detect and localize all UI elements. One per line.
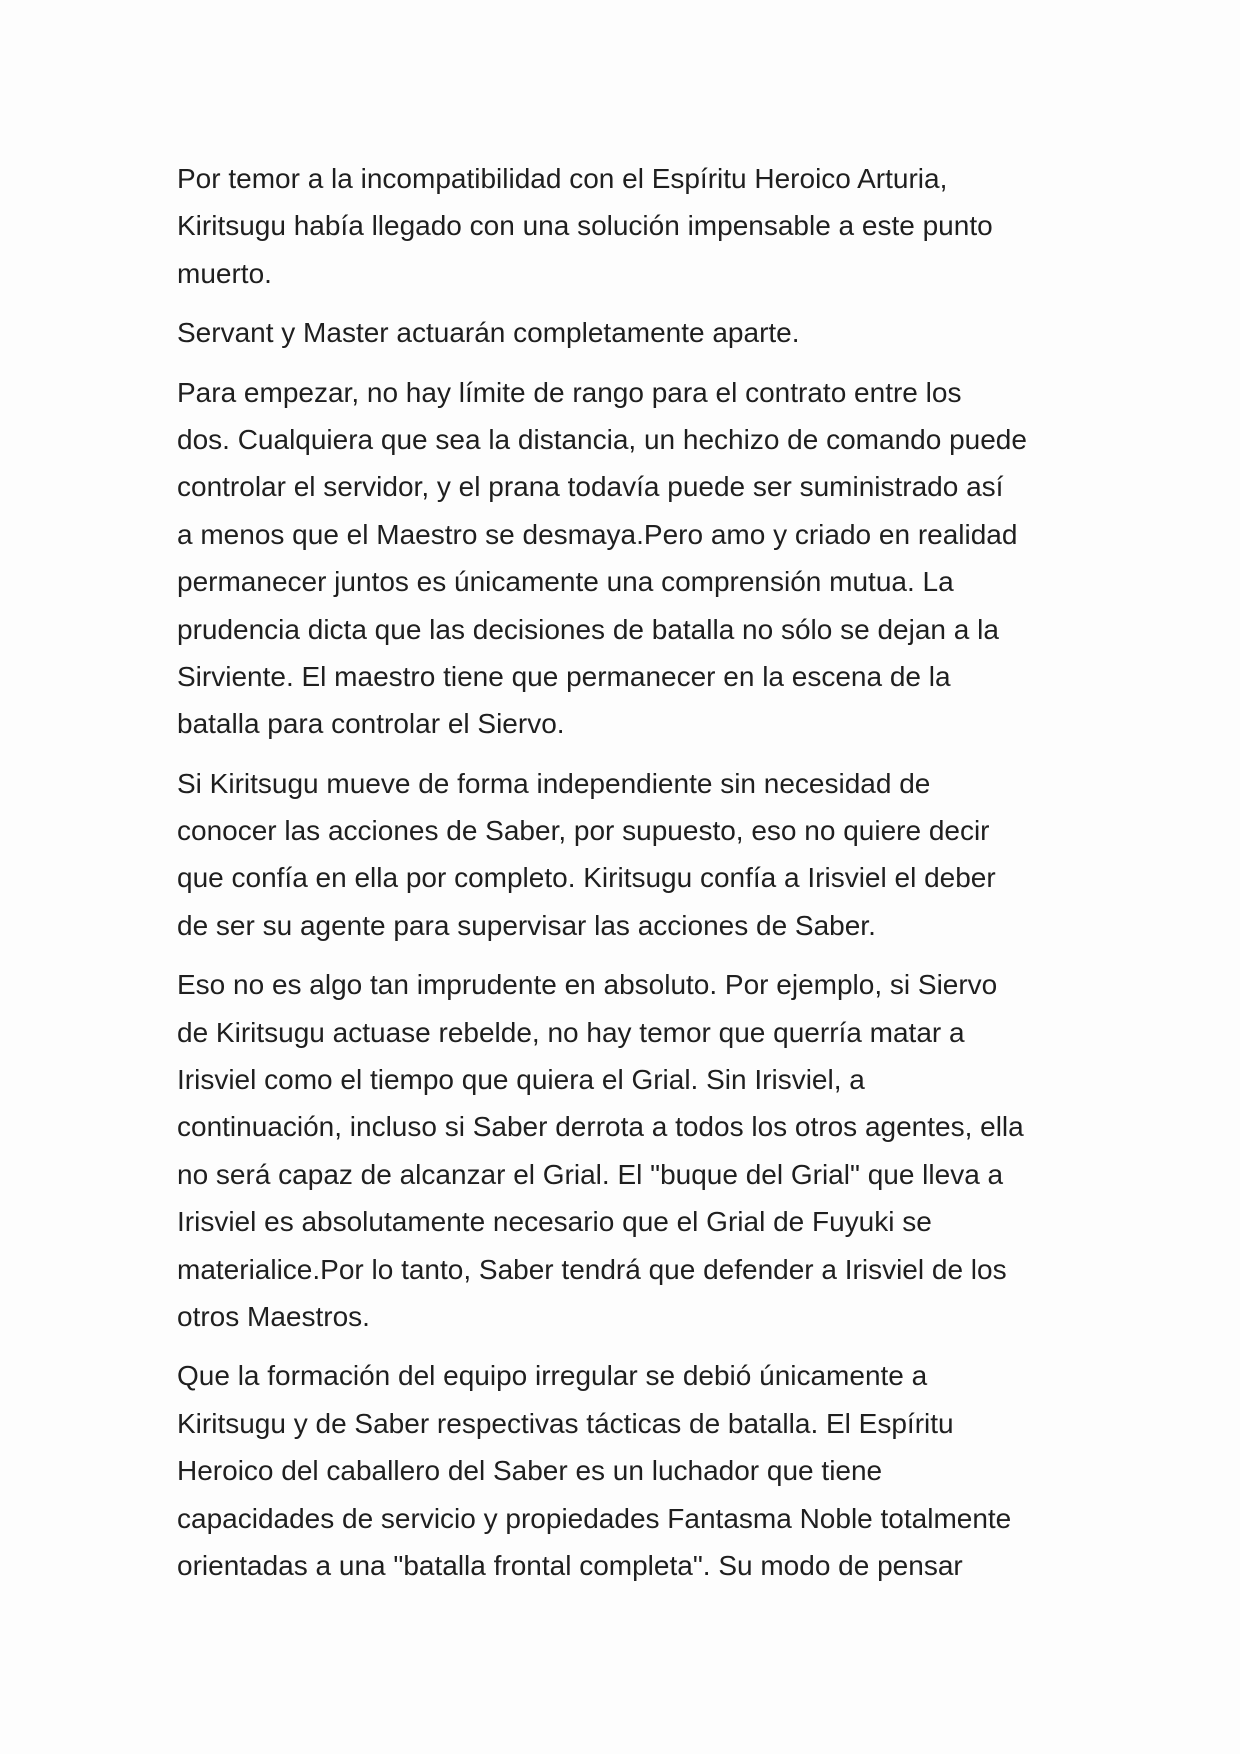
text-line: Kiritsugu y de Saber respectivas tácticas de batalla. El Espíritu	[177, 1407, 954, 1439]
text-line: Si Kiritsugu mueve de forma independiente sin necesidad de	[177, 767, 931, 799]
paragraph	[177, 961, 1077, 1340]
body-text	[177, 155, 1077, 1601]
text-line: Por temor a la incompatibilidad con el Espíritu Heroico Arturia,	[177, 163, 948, 194]
text-line: de Kiritsugu actuase rebelde, no hay temor que querría matar a	[177, 1016, 965, 1048]
text-line: Que la formación del equipo irregular se debió únicamente a	[177, 1360, 928, 1392]
text-line: dos. Cualquiera que sea la distancia, un hechizo de comando puede	[177, 423, 1027, 455]
text-line: orientadas a una "batalla frontal completa". Su modo de pensar	[177, 1549, 963, 1581]
text-line: Irisviel es absolutamente necesario que el Grial de Fuyuki se	[177, 1206, 932, 1238]
text-line: permanecer juntos es únicamente una comprensión mutua. La	[177, 566, 954, 598]
text-line: Heroico del caballero del Saber es un luchador que tiene	[177, 1455, 883, 1487]
paragraph	[177, 1352, 1077, 1589]
text-line: otros Maestros.	[177, 1300, 370, 1332]
text-line: muerto.	[177, 257, 272, 289]
text-line: batalla para controlar el Siervo.	[177, 708, 565, 740]
text-line: Eso no es algo tan imprudente en absoluto. Por ejemplo, si Siervo	[177, 969, 998, 1001]
paragraph	[177, 369, 1077, 748]
paragraph	[177, 155, 1077, 297]
text-line: Kiritsugu había llegado con una solución impensable a este punto	[177, 210, 993, 242]
paragraph	[177, 309, 1077, 356]
text-line: capacidades de servicio y propiedades Fantasma Noble totalmente	[177, 1502, 1012, 1534]
text-line: de ser su agente para supervisar las acciones de Saber.	[177, 909, 876, 941]
text-line: Sirviente. El maestro tiene que permanecer en la escena de la	[177, 660, 951, 692]
text-line: Irisviel como el tiempo que quiera el Grial. Sin Irisviel, a	[177, 1064, 865, 1096]
text-line: conocer las acciones de Saber, por supuesto, eso no quiere decir	[177, 815, 990, 847]
text-line: a menos que el Maestro se desmaya.Pero amo y criado en realidad	[177, 518, 1018, 550]
text-line: no será capaz de alcanzar el Grial. El "buque del Grial" que lleva a	[177, 1158, 1004, 1190]
text-line: prudencia dicta que las decisiones de batalla no sólo se dejan a la	[177, 613, 999, 645]
text-line: continuación, incluso si Saber derrota a todos los otros agentes, ella	[177, 1111, 1024, 1143]
paragraph	[177, 760, 1077, 950]
text-line: que confía en ella por completo. Kiritsugu confía a Irisviel el deber	[177, 862, 996, 894]
text-line: Para empezar, no hay límite de rango para el contrato entre los	[177, 376, 962, 408]
text-line: Servant y Master actuarán completamente aparte.	[177, 317, 800, 349]
text-line: controlar el servidor, y el prana todavía puede ser suministrado así	[177, 471, 1004, 503]
text-line: materialice.Por lo tanto, Saber tendrá que defender a Irisviel de los	[177, 1253, 1007, 1285]
